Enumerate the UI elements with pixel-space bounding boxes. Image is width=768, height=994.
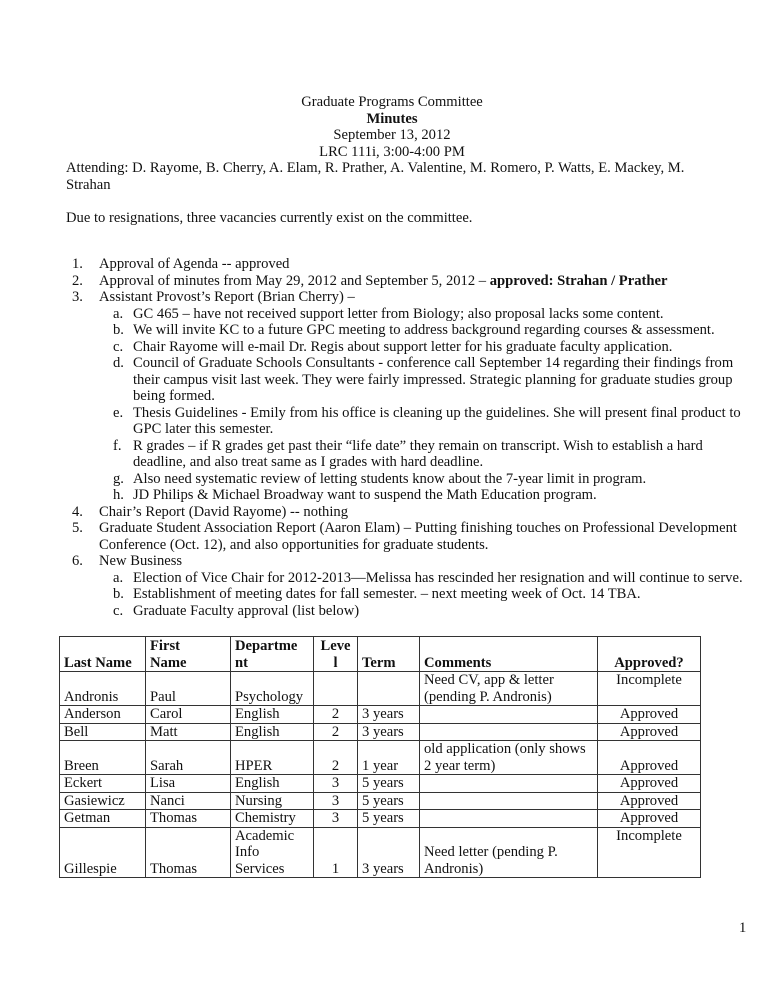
table-header-row — [60, 637, 701, 672]
cell-first-name: Thomas — [146, 827, 231, 878]
header-last-name: Last Name — [60, 637, 146, 672]
meeting-location-time: LRC 111i, 3:00-4:00 PM — [319, 143, 465, 160]
cell-term: 5 years — [358, 810, 420, 828]
page-number: 1 — [739, 920, 747, 936]
cell-approved: Approved — [598, 792, 701, 810]
item-text: Chair’s Report (David Rayome) -- nothing — [99, 503, 348, 520]
table-row — [60, 810, 701, 828]
header-level: Leve l — [314, 637, 358, 672]
cell-level: 2 — [314, 706, 358, 724]
cell-approved: Approved — [598, 810, 701, 828]
subitem-letter: c. — [113, 602, 124, 619]
cell-first-name: Sarah — [146, 741, 231, 775]
cell-comments: old application (only shows 2 year term) — [420, 741, 598, 775]
item-number: 6. — [72, 553, 83, 569]
agenda-subitem — [66, 471, 746, 488]
cell-department: Nursing — [231, 792, 314, 810]
subitem-letter: a. — [113, 569, 124, 586]
document-type: Minutes — [366, 110, 418, 127]
subitem-letter: h. — [113, 487, 124, 503]
cell-comments — [420, 810, 598, 828]
agenda-subitem — [66, 487, 746, 504]
cell-last-name: Getman — [60, 810, 146, 828]
agenda-item — [66, 273, 746, 290]
cell-level: 3 — [314, 792, 358, 810]
cell-comments — [420, 792, 598, 810]
subitem-letter: e. — [113, 404, 124, 421]
item-number: 3. — [72, 289, 83, 305]
table-row — [60, 827, 701, 878]
item-text: Approval of Agenda -- approved — [99, 256, 290, 272]
table-row — [60, 723, 701, 741]
item-text: New Business — [99, 553, 183, 569]
cell-last-name: Bell — [60, 723, 146, 741]
subitem-letter: a. — [113, 305, 124, 322]
committee-name: Graduate Programs Committee — [301, 94, 483, 110]
cell-approved: Approved — [598, 706, 701, 724]
document-header — [66, 94, 718, 160]
subitem-text: Graduate Faculty approval (list below) — [133, 602, 360, 619]
item-text: Approval of minutes from May 29, 2012 and September 5, 2012 – — [99, 272, 490, 289]
cell-term: 5 years — [358, 792, 420, 810]
table-row — [60, 741, 701, 775]
subitem-text: Also need systematic review of letting students know about the 7-year limit in program. — [133, 470, 647, 487]
item-text: Assistant Provost’s Report (Brian Cherry) – — [99, 289, 355, 305]
header-department: Departme nt — [231, 637, 314, 672]
cell-comments: Need letter (pending P. Andronis) — [420, 827, 598, 878]
header-comments: Comments — [420, 637, 598, 672]
meeting-date: September 13, 2012 — [333, 127, 451, 143]
item-number: 5. — [72, 520, 83, 536]
cell-department: English — [231, 775, 314, 793]
cell-department: English — [231, 723, 314, 741]
cell-department: Psychology — [231, 672, 314, 706]
table-row — [60, 672, 701, 706]
agenda-item — [66, 520, 746, 553]
cell-level: 2 — [314, 741, 358, 775]
agenda-subitem — [66, 339, 746, 356]
subitem-letter: f. — [113, 437, 122, 454]
cell-approved: Incomplete — [598, 827, 701, 878]
subitem-text: Council of Graduate Schools Consultants - conference call September 14 regarding their findings from their campus visit last week. They were fairly impressed. Strategic planning for graduate studies group being formed. — [133, 355, 734, 404]
agenda-item — [66, 256, 746, 273]
cell-approved: Approved — [598, 723, 701, 741]
cell-level: 3 — [314, 810, 358, 828]
agenda-item — [66, 504, 746, 521]
cell-comments — [420, 706, 598, 724]
agenda-subitem — [66, 322, 746, 339]
subitem-text: JD Philips & Michael Broadway want to suspend the Math Education program. — [133, 487, 597, 503]
subitem-text: We will invite KC to a future GPC meeting to address background regarding courses & assessment. — [133, 322, 715, 338]
header-term: Term — [358, 637, 420, 672]
agenda-subitem — [66, 570, 746, 587]
cell-last-name: Breen — [60, 741, 146, 775]
table-row — [60, 775, 701, 793]
cell-first-name: Nanci — [146, 792, 231, 810]
cell-last-name: Anderson — [60, 706, 146, 724]
subitem-text: Chair Rayome will e-mail Dr. Regis about support letter for his graduate faculty application. — [133, 338, 673, 355]
cell-term — [358, 672, 420, 706]
agenda-subitem — [66, 438, 746, 471]
cell-level: 2 — [314, 723, 358, 741]
agenda-subitem — [66, 306, 746, 323]
subitem-text: GC 465 – have not received support letter from Biology; also proposal lacks some content. — [133, 305, 664, 322]
cell-department: Academic Info Services — [231, 827, 314, 878]
subitem-letter: g. — [113, 470, 124, 487]
cell-first-name: Paul — [146, 672, 231, 706]
cell-comments: Need CV, app & letter (pending P. Andronis) — [420, 672, 598, 706]
cell-comments — [420, 723, 598, 741]
subitem-letter: d. — [113, 355, 124, 371]
cell-first-name: Matt — [146, 723, 231, 741]
cell-last-name: Gillespie — [60, 827, 146, 878]
item-number: 1. — [72, 256, 83, 272]
agenda-subitem — [66, 603, 746, 620]
cell-term: 3 years — [358, 706, 420, 724]
table-row — [60, 706, 701, 724]
cell-first-name: Thomas — [146, 810, 231, 828]
item-text: Graduate Student Association Report (Aaron Elam) – Putting finishing touches on Professional Development Conference (Oct. 12), and also opportunities for graduate students. — [99, 520, 737, 553]
cell-approved: Incomplete — [598, 672, 701, 706]
cell-term: 5 years — [358, 775, 420, 793]
cell-term: 1 year — [358, 741, 420, 775]
cell-last-name: Gasiewicz — [60, 792, 146, 810]
cell-last-name: Eckert — [60, 775, 146, 793]
cell-term: 3 years — [358, 827, 420, 878]
subitem-letter: c. — [113, 338, 124, 355]
cell-department: English — [231, 706, 314, 724]
subitem-letter: b. — [113, 322, 124, 338]
subitem-text: Establishment of meeting dates for fall semester. – next meeting week of Oct. 14 TBA. — [133, 586, 641, 602]
header-first-name: First Name — [146, 637, 231, 672]
item-number: 2. — [72, 272, 83, 289]
agenda-subitem — [66, 586, 746, 603]
cell-first-name: Carol — [146, 706, 231, 724]
cell-approved: Approved — [598, 741, 701, 775]
cell-approved: Approved — [598, 775, 701, 793]
item-number: 4. — [72, 503, 83, 520]
cell-level: 1 — [314, 827, 358, 878]
cell-last-name: Andronis — [60, 672, 146, 706]
cell-level — [314, 672, 358, 706]
cell-department: Chemistry — [231, 810, 314, 828]
subitem-text: Election of Vice Chair for 2012-2013—Melissa has rescinded her resignation and will continue to serve. — [133, 569, 743, 586]
table-row — [60, 792, 701, 810]
cell-first-name: Lisa — [146, 775, 231, 793]
subitem-text: R grades – if R grades get past their “life date” they remain on transcript. Wish to establish a hard deadline, and also treat same as I grades with hard deadline. — [133, 437, 703, 470]
agenda-item — [66, 289, 746, 306]
cell-level: 3 — [314, 775, 358, 793]
vacancies-paragraph: Due to resignations, three vacancies currently exist on the committee. — [66, 210, 473, 226]
cell-term: 3 years — [358, 723, 420, 741]
header-approved: Approved? — [598, 637, 701, 672]
subitem-text: Thesis Guidelines - Emily from his office is cleaning up the guidelines. She will present final product to GPC later this semester. — [133, 404, 741, 437]
attendees-paragraph: Attending: D. Rayome, B. Cherry, A. Elam, R. Prather, A. Valentine, M. Romero, P. Watts, E. Mackey, M. Strahan — [66, 160, 685, 193]
agenda-subitem — [66, 355, 746, 405]
subitem-letter: b. — [113, 586, 124, 602]
cell-comments — [420, 775, 598, 793]
approval-note: approved: Strahan / Prather — [489, 272, 668, 289]
agenda-list — [66, 256, 746, 619]
cell-department: HPER — [231, 741, 314, 775]
agenda-item — [66, 553, 746, 570]
agenda-subitem — [66, 405, 746, 438]
graduate-faculty-table — [59, 636, 701, 878]
